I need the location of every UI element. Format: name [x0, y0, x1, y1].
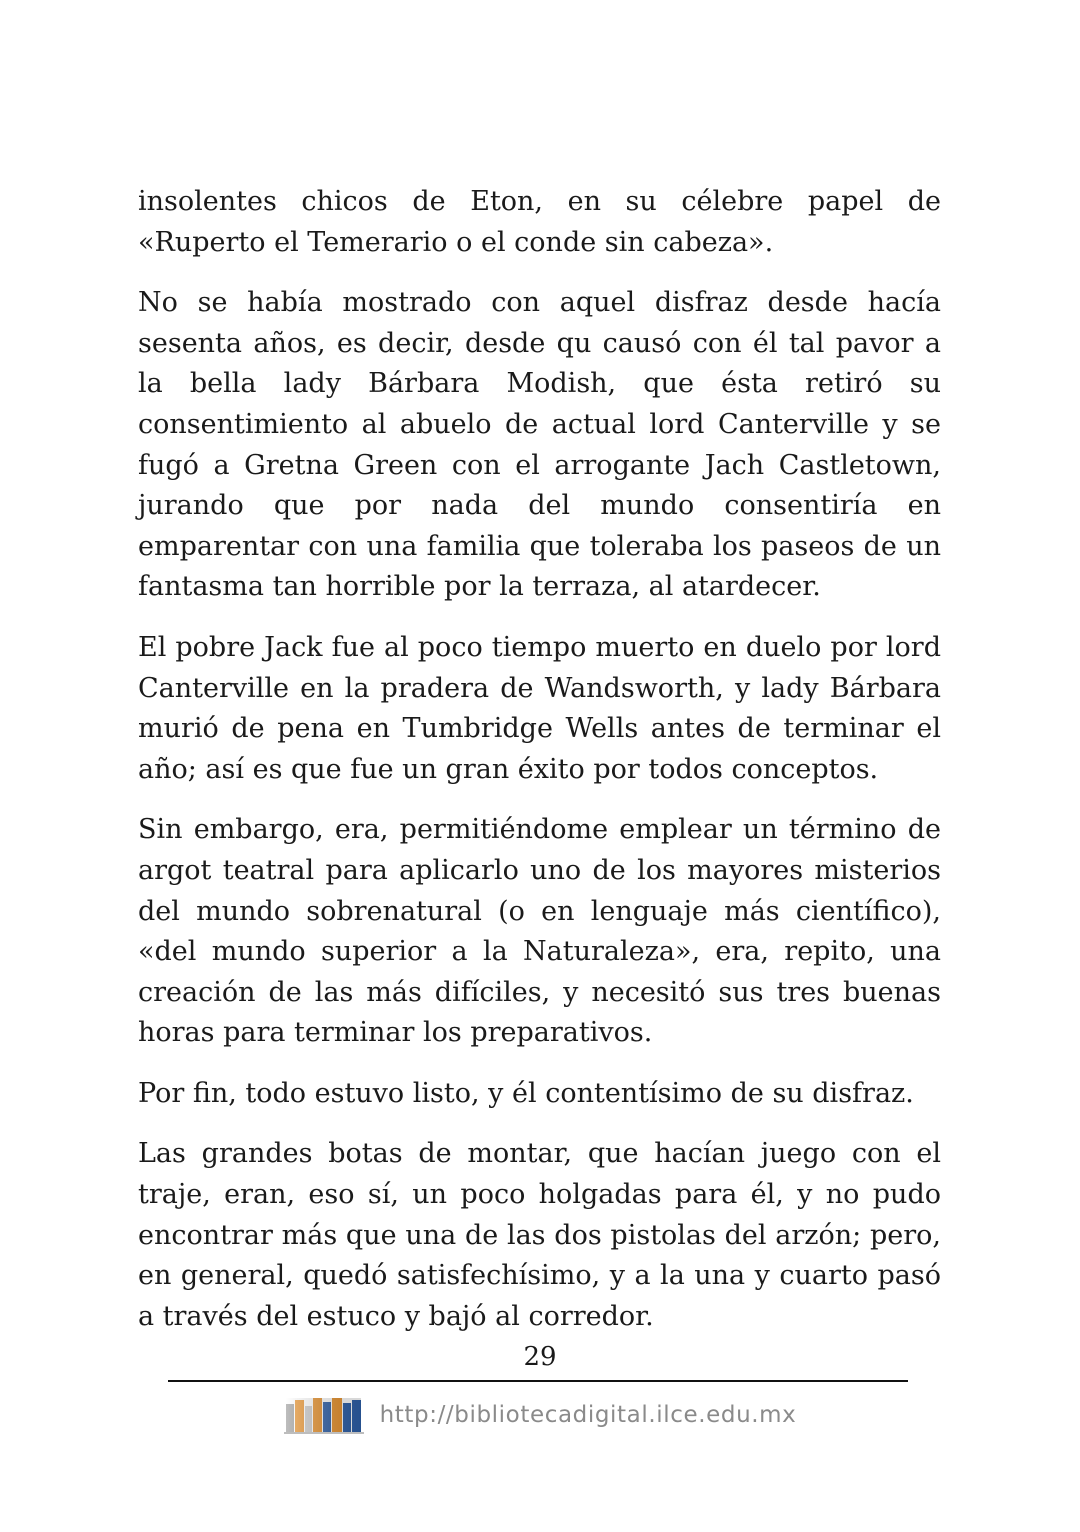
paragraph-2: No se había mostrado con aquel disfraz desde hacía sesenta años, es decir, desde qu causó con él tal pavor a la bella lady Bárbara Modish, que ésta retiró su consentimiento al abuelo de actual lord Canterville y se fugó a Gretna Green con el arrogante Jach Castletown, jurando que por nada del mundo consentiría en emparentar con una familia que toleraba los paseos de un fantasma tan horrible por la terraza, al atardecer. — [138, 287, 941, 603]
footer-rule — [168, 1380, 908, 1382]
paragraph-4: Sin embargo, era, permitiéndome emplear un término de argot teatral para aplicarlo uno de los mayores misterios del mundo sobrenatural (o en lenguaje más científico), «del mundo superior a la Naturaleza», era, repito, una creación de las más difíciles, y necesitó sus tres buenas horas para terminar los preparativos. — [138, 814, 941, 1049]
paragraph-5: Por fin, todo estuvo listo, y él contentísimo de su disfraz. — [138, 1077, 914, 1109]
page-body — [138, 182, 941, 1357]
paragraph-1: insolentes chicos de Eton, en su célebre papel de «Ruperto el Temerario o el conde sin cabeza». — [138, 186, 941, 258]
paragraph-3: El pobre Jack fue al poco tiempo muerto en duelo por lord Canterville en la pradera de Wandsworth, y lady Bárbara murió de pena en Tumbridge Wells antes de terminar el año; así es que fue un gran éxito por todos conceptos. — [138, 631, 941, 785]
paragraph-6: Las grandes botas de montar, que hacían juego con el traje, eran, eso sí, un poco holgadas para él, y no pudo encontrar más que una de las dos pistolas del arzón; pero, en general, quedó satisfechísimo, y a la una y cuarto pasó a través del estuco y bajó al corredor. — [138, 1138, 941, 1332]
footer-url[interactable]: http://bibliotecadigital.ilce.edu.mx — [379, 1402, 797, 1428]
page-number: 29 — [523, 1342, 557, 1372]
footer — [0, 1392, 1080, 1438]
books-logo-icon — [284, 1396, 368, 1434]
